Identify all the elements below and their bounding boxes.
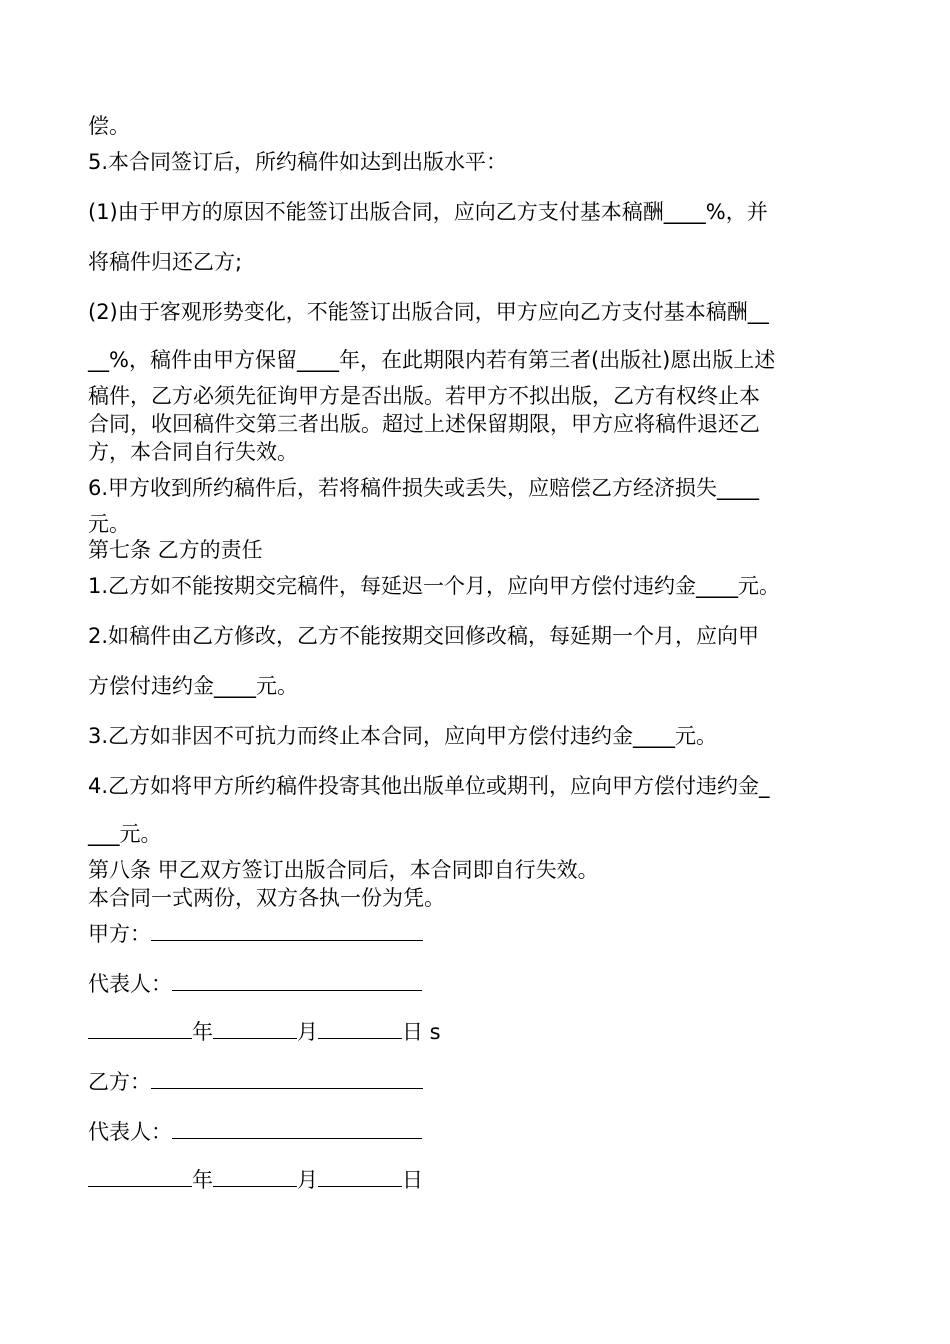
text-line: (2)由于客观形势变化，不能签订出版合同，甲方应向乙方支付基本稿酬__ (88, 300, 769, 324)
text-line: 方，本合同自行失效。 (88, 440, 298, 464)
date-a-month-blank[interactable] (213, 1018, 297, 1039)
text-line: 元。 (88, 512, 130, 536)
section-heading: 第七条 乙方的责任 (88, 538, 263, 562)
text-line: 方偿付违约金____元。 (88, 674, 298, 698)
text-line: 3.乙方如非因不可抗力而终止本合同，应向甲方偿付违约金____元。 (88, 724, 718, 748)
text-line: 将稿件归还乙方; (88, 250, 243, 274)
day-label: 日 s (402, 1020, 441, 1044)
date-b-month-blank[interactable] (213, 1166, 297, 1187)
day-label: 日 (402, 1168, 423, 1192)
text-line: 1.乙方如不能按期交完稿件，每延迟一个月，应向甲方偿付违约金____元。 (88, 574, 781, 598)
text-line: 4.乙方如将甲方所约稿件投寄其他出版单位或期刊，应向甲方偿付违约金_ (88, 774, 770, 798)
text-line: (1)由于甲方的原因不能签订出版合同，应向乙方支付基本稿酬____%，并 (88, 200, 768, 224)
year-label: 年 (192, 1020, 213, 1044)
text-line: 偿。 (88, 114, 130, 138)
party-b-label: 乙方： (88, 1070, 151, 1094)
rep-a-label: 代表人： (88, 972, 172, 996)
rep-a-signature-line (88, 970, 868, 998)
text-line: 合同，收回稿件交第三者出版。超过上述保留期限，甲方应将稿件退还乙 (88, 412, 760, 436)
section-heading: 第八条 甲乙双方签订出版合同后，本合同即自行失效。 (88, 858, 599, 882)
rep-a-blank[interactable] (172, 970, 422, 991)
text-line: 稿件，乙方必须先征询甲方是否出版。若甲方不拟出版，乙方有权终止本 (88, 384, 760, 408)
date-b-day-blank[interactable] (318, 1166, 402, 1187)
date-a-line (88, 1018, 868, 1046)
date-b-year-blank[interactable] (88, 1166, 192, 1187)
party-b-blank[interactable] (151, 1068, 423, 1089)
date-b-line (88, 1166, 868, 1194)
party-a-blank[interactable] (151, 920, 423, 941)
text-line: __%，稿件由甲方保留____年，在此期限内若有第三者(出版社)愿出版上述 (88, 348, 776, 372)
date-a-year-blank[interactable] (88, 1018, 192, 1039)
rep-b-signature-line (88, 1118, 868, 1146)
rep-b-label: 代表人： (88, 1120, 172, 1144)
text-line: 5.本合同签订后，所约稿件如达到出版水平： (88, 150, 508, 174)
year-label: 年 (192, 1168, 213, 1192)
text-line: 本合同一式两份，双方各执一份为凭。 (88, 886, 445, 910)
rep-b-blank[interactable] (172, 1118, 422, 1139)
month-label: 月 (297, 1168, 318, 1192)
month-label: 月 (297, 1020, 318, 1044)
party-b-signature-line (88, 1068, 868, 1096)
date-a-day-blank[interactable] (318, 1018, 402, 1039)
text-line: 6.甲方收到所约稿件后，若将稿件损失或丢失，应赔偿乙方经济损失____ (88, 476, 760, 500)
text-line: ___元。 (88, 822, 162, 846)
party-a-label: 甲方： (88, 922, 151, 946)
text-line: 2.如稿件由乙方修改，乙方不能按期交回修改稿，每延期一个月，应向甲 (88, 624, 760, 648)
party-a-signature-line (88, 920, 868, 948)
